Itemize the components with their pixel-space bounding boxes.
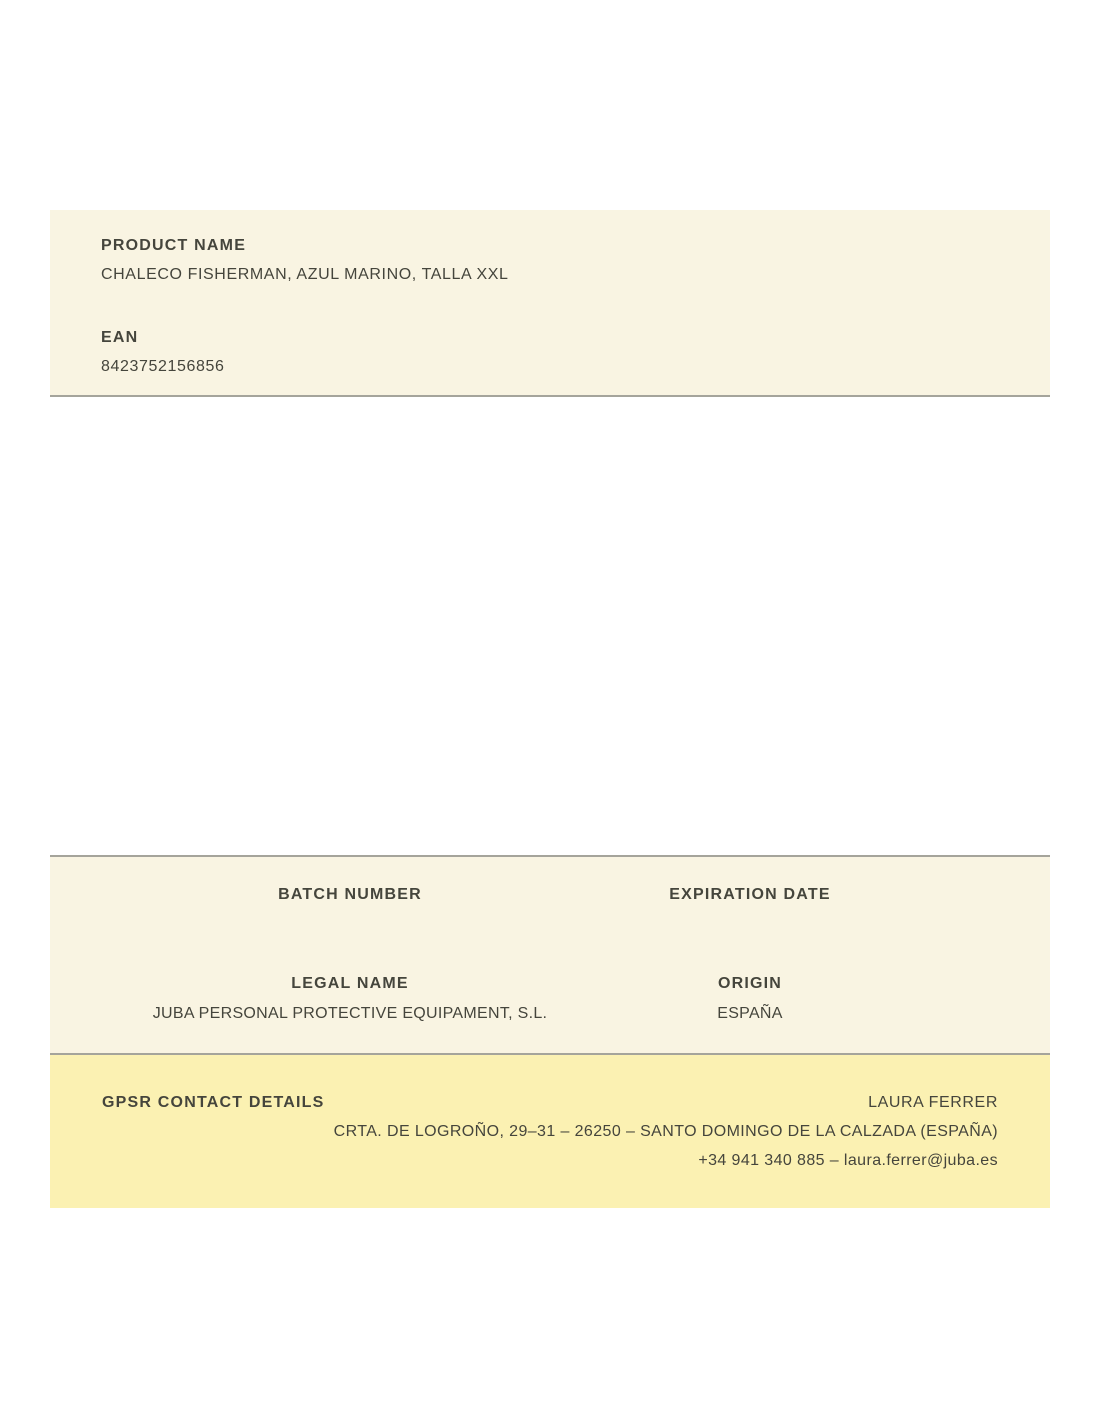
ean-label: EAN bbox=[101, 329, 139, 346]
product-name-value: CHALECO FISHERMAN, AZUL MARINO, TALLA XXL bbox=[101, 266, 509, 283]
origin-label: ORIGIN bbox=[717, 975, 783, 992]
product-name-label: PRODUCT NAME bbox=[101, 237, 247, 254]
batch-expiration-row bbox=[150, 886, 950, 904]
expiration-date-label: EXPIRATION DATE bbox=[669, 886, 831, 903]
batch-number-label: BATCH NUMBER bbox=[278, 886, 422, 903]
gpsr-contact-details-label: GPSR CONTACT DETAILS bbox=[102, 1094, 325, 1111]
gpsr-header-row bbox=[102, 1094, 998, 1112]
origin-value: ESPAÑA bbox=[717, 1005, 783, 1022]
gpsr-phone-email: +34 941 340 885 – laura.ferrer@juba.es bbox=[698, 1152, 998, 1169]
batch-legal-section bbox=[50, 855, 1050, 1055]
gpsr-contact-name: LAURA FERRER bbox=[868, 1094, 998, 1111]
product-info-section bbox=[50, 210, 1050, 397]
gpsr-address: CRTA. DE LOGROÑO, 29–31 – 26250 – SANTO DOMINGO DE LA CALZADA (ESPAÑA) bbox=[333, 1123, 998, 1140]
gpsr-contact-section bbox=[50, 1055, 1050, 1208]
ean-value: 8423752156856 bbox=[101, 358, 225, 375]
legal-name-value: JUBA PERSONAL PROTECTIVE EQUIPAMENT, S.L. bbox=[152, 1005, 548, 1022]
legal-origin-row bbox=[150, 975, 950, 1023]
legal-name-label: LEGAL NAME bbox=[291, 975, 409, 992]
